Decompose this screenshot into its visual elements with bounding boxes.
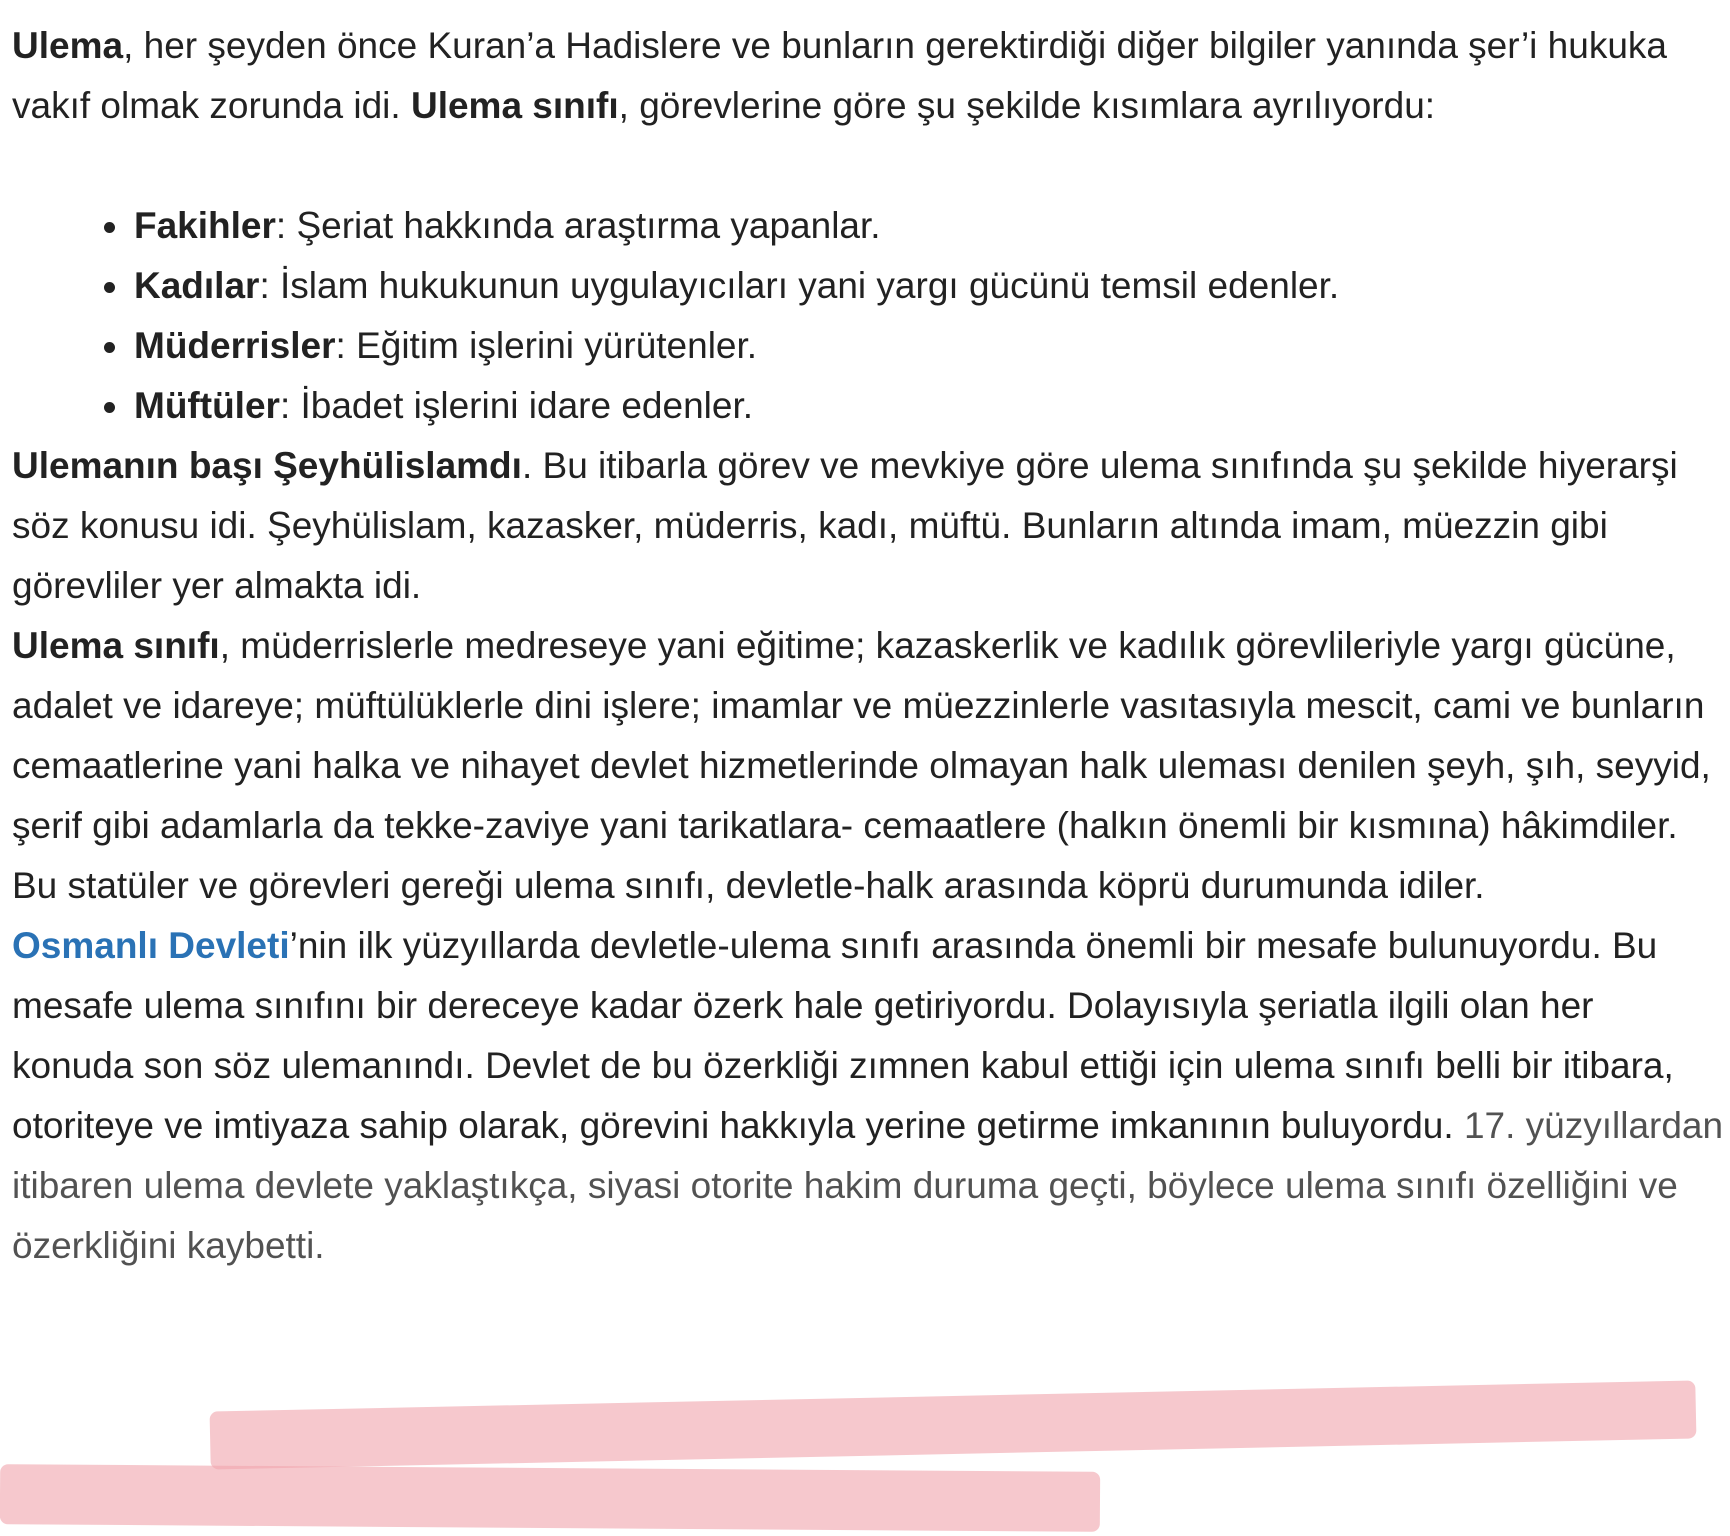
highlight-stroke-2 xyxy=(0,1464,1100,1532)
hierarchy-bold: Ulemanın başı Şeyhülislamdı xyxy=(12,445,522,486)
osmanli-devleti-link[interactable]: Osmanlı Devleti xyxy=(12,925,290,966)
paragraph-ottoman xyxy=(12,916,1724,1276)
paragraph-hierarchy xyxy=(12,436,1724,616)
intro-text-1: , her şeyden önce Kuran’a Hadislere ve bunların gerektirdiği diğer bilgiler yanında şer’i hukuka vakıf olmak zorunda idi. xyxy=(12,25,1667,126)
list-item-desc: : İslam hukukunun uygulayıcıları yani yargı gücünü temsil edenler. xyxy=(259,265,1340,306)
intro-text-2: , görevlerine göre şu şekilde kısımlara ayrılıyordu: xyxy=(618,85,1436,126)
paragraph-roles xyxy=(12,616,1724,916)
list-item-term: Fakihler xyxy=(134,205,276,246)
roles-bold: Ulema sınıfı xyxy=(12,625,220,666)
list-item-term: Kadılar xyxy=(134,265,260,306)
ulema-class-list xyxy=(12,196,1724,436)
highlighted-sentence: 17. yüzyıllardan itibaren ulema devlete yaklaştıkça, siyasi otorite hakim duruma geçti, böylece ulema sınıfı özelliğini ve özerkliğini kaybetti. xyxy=(12,1105,1724,1266)
list-item-term: Müderrisler xyxy=(134,325,336,366)
list-item xyxy=(134,376,1724,436)
list-item-desc: : Eğitim işlerini yürütenler. xyxy=(335,325,758,366)
term-ulema-sinifi: Ulema sınıfı xyxy=(410,85,619,126)
list-item xyxy=(134,316,1724,376)
hierarchy-text: . Bu itibarla görev ve mevkiye göre ulema sınıfında şu şekilde hiyerarşi söz konusu idi. Şeyhülislam, kazasker, müderris, kadı, müftü. Bunların altında imam, müezzin gibi görevliler yer almakta idi. xyxy=(12,445,1678,606)
paragraph-ulema-intro xyxy=(12,16,1724,136)
list-item-term: Müftüler xyxy=(134,385,280,426)
article-body xyxy=(12,16,1724,1276)
highlight-stroke-1 xyxy=(210,1380,1697,1469)
list-item-desc: : İbadet işlerini idare edenler. xyxy=(279,385,754,426)
term-ulema: Ulema xyxy=(12,25,124,66)
list-item-desc: : Şeriat hakkında araştırma yapanlar. xyxy=(275,205,881,246)
list-item xyxy=(134,256,1724,316)
roles-text: , müderrislerle medreseye yani eğitime; kazaskerlik ve kadılık görevlileriyle yargı gücüne, adalet ve idareye; müftülüklerle dini işlere; imamlar ve müezzinlerle vasıtasıyla mescit, cami ve bunların cemaatlerine yani halka ve nihayet devlet hizmetlerinde olmayan halk uleması denilen şeyh, şıh, seyyid, şerif gibi adamlarla da tekke-zaviye yani tarikatlara- cemaatlere (halkın önemli bir kısmına) hâkimdiler. Bu statüler ve görevleri gereği ulema sınıfı, devletle-halk arasında köprü durumunda idiler. xyxy=(12,625,1711,906)
list-item xyxy=(134,196,1724,256)
ottoman-text: ’nin ilk yüzyıllarda devletle-ulema sınıfı arasında önemli bir mesafe bulunuyordu. Bu mesafe ulema sınıfını bir dereceye kadar özerk hale getiriyordu. Dolayısıyla şeriatla ilgili olan her konuda son söz ulemanındı. Devlet de bu özerkliği zımnen kabul ettiği için ulema sınıfı belli bir itibara, otoriteye ve imtiyaza sahip olarak, görevini hakkıyla yerine getirme imkanının buluyordu. xyxy=(12,925,1674,1146)
